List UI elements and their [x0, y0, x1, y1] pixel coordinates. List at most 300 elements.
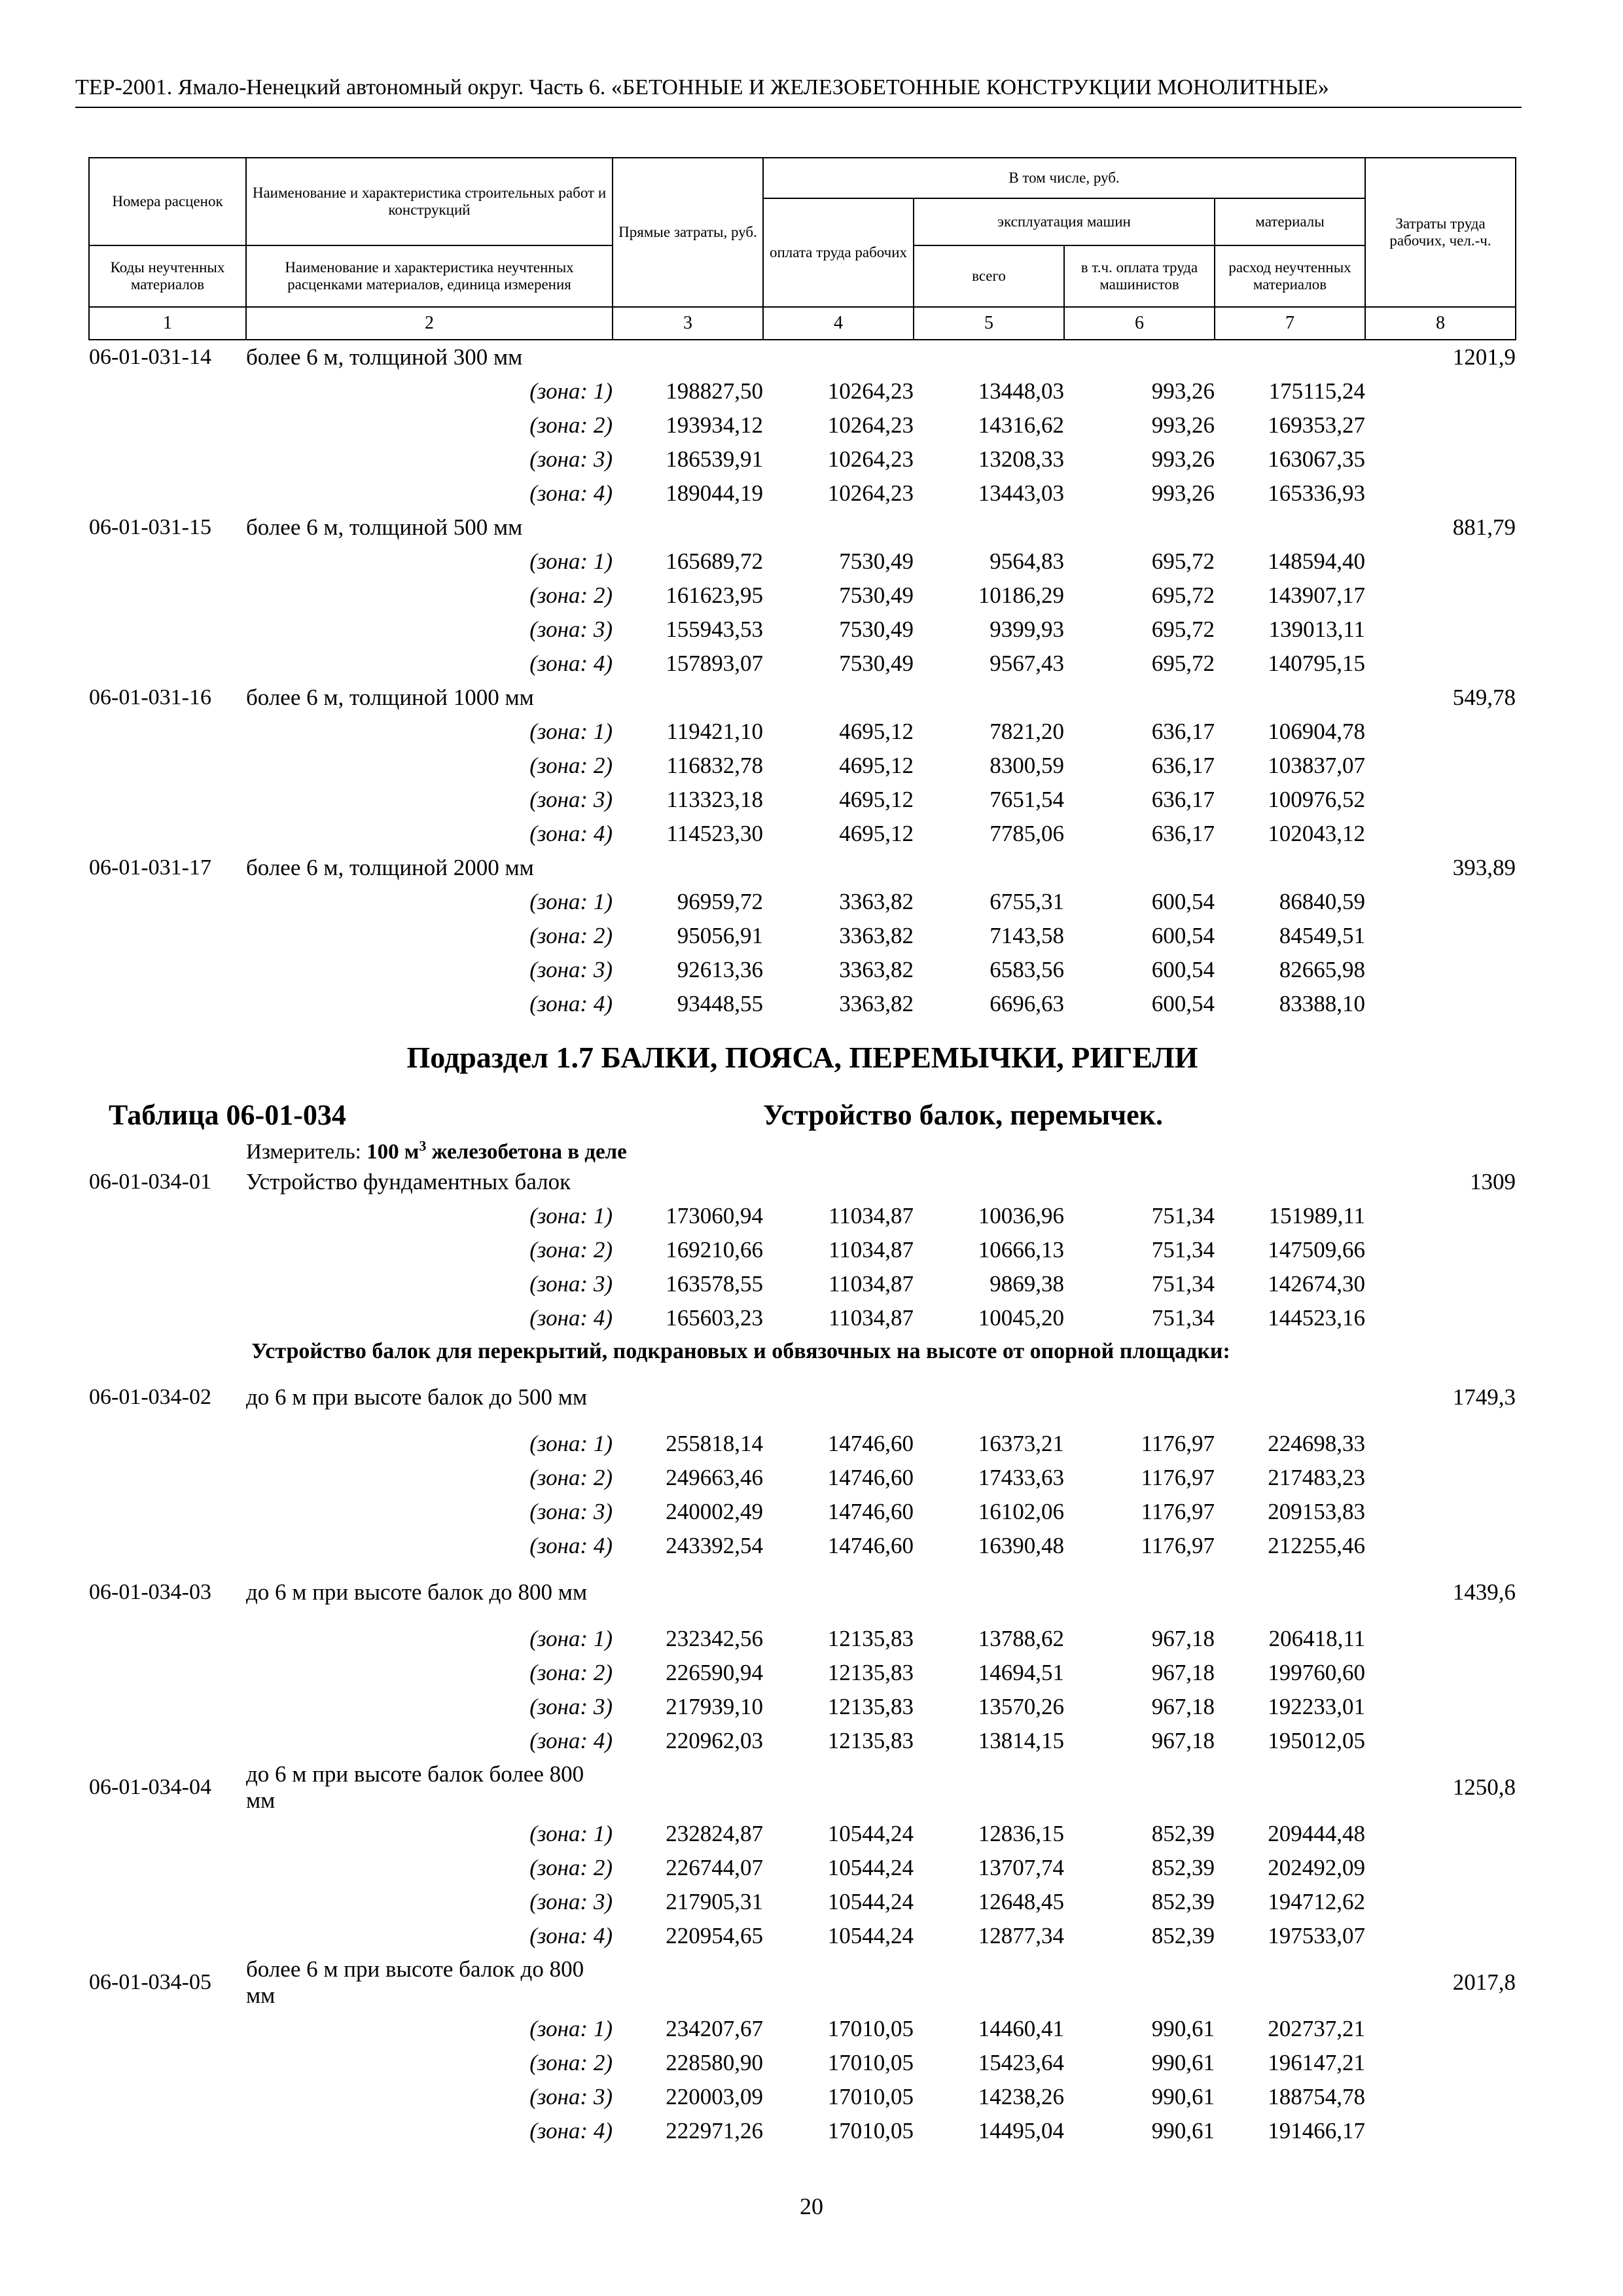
machines-total: 13448,03: [978, 378, 1064, 404]
materials: 191466,17: [1268, 2118, 1366, 2144]
empty-cell: [1365, 2114, 1516, 2148]
subheading-block: [89, 1335, 1516, 1368]
empty-cell: [89, 1529, 246, 1563]
empty-cell: [763, 1368, 914, 1427]
empty-cell: [1365, 1851, 1516, 1885]
rate-name: более 6 м при высоте балок до 800 мм: [246, 1956, 584, 2008]
materials: 100976,52: [1268, 787, 1366, 812]
materials: 147509,66: [1268, 1237, 1366, 1263]
materials: 140795,15: [1268, 651, 1366, 676]
materials: 102043,12: [1268, 821, 1366, 846]
meter-value: 100 м: [366, 1139, 419, 1164]
empty-cell: [613, 340, 763, 374]
empty-cell: [89, 919, 246, 953]
materials: 106904,78: [1268, 719, 1366, 744]
empty-cell: [914, 1758, 1064, 1817]
materials: 195012,05: [1268, 1728, 1366, 1753]
materials: 165336,93: [1268, 480, 1366, 506]
zone-label: (зона: 3): [529, 1889, 613, 1914]
empty-cell: [89, 783, 246, 817]
direct-costs: 220003,09: [666, 2084, 763, 2109]
materials: 209444,48: [1268, 1821, 1366, 1846]
direct-costs: 249663,46: [666, 1465, 763, 1490]
labor-pay: 11034,87: [829, 1271, 914, 1297]
empty-cell: [1064, 1165, 1215, 1199]
empty-cell: [1365, 545, 1516, 579]
zone-label: (зона: 4): [529, 821, 613, 846]
empty-cell: [89, 2114, 246, 2148]
machinist-pay: 993,26: [1151, 378, 1215, 404]
rate-code: 06-01-031-14: [89, 345, 211, 369]
direct-costs: 217905,31: [666, 1889, 763, 1914]
direct-costs: 220954,65: [666, 1923, 763, 1948]
empty-cell: [763, 681, 914, 715]
machinist-pay: 852,39: [1151, 1821, 1215, 1846]
empty-cell: [1365, 1199, 1516, 1233]
direct-costs: 96959,72: [677, 889, 763, 914]
rate-row: [89, 1563, 1516, 1622]
empty-cell: [613, 681, 763, 715]
empty-cell: [89, 647, 246, 681]
empty-cell: [89, 1461, 246, 1495]
labor-pay: 10544,24: [827, 1855, 914, 1880]
machinist-pay: 852,39: [1151, 1889, 1215, 1914]
machines-total: 13788,62: [978, 1626, 1064, 1651]
materials: 142674,30: [1268, 1271, 1366, 1297]
direct-costs: 92613,36: [677, 957, 763, 982]
direct-costs: 161623,95: [666, 583, 763, 608]
materials: 175115,24: [1268, 378, 1366, 404]
zone-label: (зона: 4): [529, 991, 613, 1016]
empty-cell: [1365, 2046, 1516, 2080]
empty-cell: [1365, 647, 1516, 681]
empty-cell: [89, 579, 246, 613]
materials: 206418,11: [1268, 1626, 1366, 1651]
machines-total: 10045,20: [978, 1305, 1064, 1331]
machinist-pay: 967,18: [1151, 1660, 1215, 1685]
zone-label: (зона: 2): [529, 583, 613, 608]
col-machines-total: всего: [914, 245, 1064, 307]
zone-row: [89, 2046, 1516, 2080]
col-num-1: 1: [89, 307, 246, 340]
empty-cell: [1365, 1529, 1516, 1563]
labor-pay: 10264,23: [827, 446, 914, 472]
col-machines: эксплуатация машин: [914, 198, 1215, 245]
labor-pay: 14746,60: [827, 1499, 914, 1524]
zone-row: [89, 749, 1516, 783]
col-name2: Наименование и характеристика неучтенных расценками материалов, единица измерения: [246, 245, 613, 307]
zone-row: [89, 2012, 1516, 2046]
empty-cell: [1365, 374, 1516, 408]
labor-hours: 549,78: [1452, 685, 1516, 710]
labor-pay: 17010,05: [827, 2118, 914, 2144]
empty-cell: [1365, 1461, 1516, 1495]
zone-row: [89, 987, 1516, 1021]
machinist-pay: 636,17: [1151, 719, 1215, 744]
empty-cell: [89, 987, 246, 1021]
materials: 82665,98: [1279, 957, 1366, 982]
empty-cell: [1064, 1563, 1215, 1622]
zone-label: (зона: 2): [529, 1465, 613, 1490]
zone-row: [89, 442, 1516, 476]
rate-name: более 6 м, толщиной 2000 мм: [246, 855, 534, 880]
zone-row: [89, 817, 1516, 851]
materials: 209153,83: [1268, 1499, 1366, 1524]
labor-hours: 393,89: [1452, 855, 1516, 880]
direct-costs: 220962,03: [666, 1728, 763, 1753]
empty-cell: [763, 1563, 914, 1622]
empty-cell: [89, 817, 246, 851]
empty-cell: [1064, 1953, 1215, 2012]
zone-row: [89, 2114, 1516, 2148]
empty-cell: [763, 1165, 914, 1199]
empty-cell: [89, 1199, 246, 1233]
empty-cell: [1064, 681, 1215, 715]
machines-total: 7821,20: [990, 719, 1064, 744]
direct-costs: 113323,18: [666, 787, 763, 812]
direct-costs: 189044,19: [666, 480, 763, 506]
direct-costs: 155943,53: [666, 617, 763, 642]
machinist-pay: 695,72: [1151, 583, 1215, 608]
materials: 202492,09: [1268, 1855, 1366, 1880]
labor-pay: 4695,12: [839, 821, 914, 846]
empty-cell: [1365, 2080, 1516, 2114]
zone-label: (зона: 1): [529, 1626, 613, 1651]
materials: 192233,01: [1268, 1694, 1366, 1719]
running-header: ТЕР-2001. Ямало-Ненецкий автономный округ. Часть 6. «БЕТОННЫЕ И ЖЕЛЕЗОБЕТОННЫЕ КОНСТРУКЦИИ МОНОЛИТНЫЕ»: [75, 69, 1522, 108]
rate-name: Устройство фундаментных балок: [246, 1169, 571, 1194]
empty-cell: [613, 1165, 763, 1199]
machinist-pay: 751,34: [1151, 1203, 1215, 1229]
machines-total: 6696,63: [990, 991, 1064, 1016]
zone-row: [89, 476, 1516, 511]
labor-pay: 3363,82: [839, 957, 914, 982]
col-num-6: 6: [1064, 307, 1215, 340]
labor-pay: 3363,82: [839, 991, 914, 1016]
machinist-pay: 967,18: [1151, 1728, 1215, 1753]
direct-costs: 243392,54: [666, 1533, 763, 1558]
empty-cell: [1215, 340, 1365, 374]
empty-cell: [89, 442, 246, 476]
empty-cell: [914, 1953, 1064, 2012]
empty-cell: [1365, 783, 1516, 817]
meter-prefix: Измеритель:: [246, 1139, 367, 1164]
materials: 199760,60: [1268, 1660, 1366, 1685]
materials: 217483,23: [1268, 1465, 1366, 1490]
empty-cell: [89, 476, 246, 511]
materials: 196147,21: [1268, 2050, 1366, 2075]
machines-total: 17433,63: [978, 1465, 1064, 1490]
col-labor-pay: оплата труда рабочих: [763, 198, 914, 307]
zone-row: [89, 1233, 1516, 1267]
rate-name: до 6 м при высоте балок более 800 мм: [246, 1761, 584, 1813]
labor-pay: 14746,60: [827, 1465, 914, 1490]
section-block: [89, 1021, 1516, 1165]
zone-label: (зона: 4): [529, 1305, 613, 1331]
materials: 224698,33: [1268, 1431, 1366, 1456]
zone-row: [89, 545, 1516, 579]
zone-row: [89, 1724, 1516, 1758]
machinist-pay: 600,54: [1151, 957, 1215, 982]
labor-hours: 1439,6: [1452, 1579, 1516, 1605]
zone-label: (зона: 2): [529, 753, 613, 778]
col-num-7: 7: [1215, 307, 1365, 340]
empty-cell: [613, 1368, 763, 1427]
machinist-pay: 695,72: [1151, 651, 1215, 676]
zone-row: [89, 715, 1516, 749]
empty-cell: [1365, 987, 1516, 1021]
zone-row: [89, 1656, 1516, 1690]
empty-cell: [89, 2012, 246, 2046]
rate-row: [89, 340, 1516, 374]
direct-costs: 116832,78: [666, 753, 763, 778]
zone-row: [89, 1885, 1516, 1919]
zone-label: (зона: 1): [529, 889, 613, 914]
machinist-pay: 695,72: [1151, 617, 1215, 642]
machines-total: 9564,83: [990, 548, 1064, 574]
empty-cell: [1365, 1427, 1516, 1461]
table-header-row-1: [89, 158, 1516, 198]
rate-name: до 6 м при высоте балок до 800 мм: [246, 1579, 588, 1605]
empty-cell: [89, 1622, 246, 1656]
empty-cell: [1365, 1267, 1516, 1301]
labor-pay: 4695,12: [839, 719, 914, 744]
col-rate-no: Номера расценок: [89, 158, 246, 245]
empty-cell: [914, 511, 1064, 545]
machinist-pay: 990,61: [1151, 2118, 1215, 2144]
zone-row: [89, 1267, 1516, 1301]
zone-row: [89, 1427, 1516, 1461]
empty-cell: [1064, 1368, 1215, 1427]
empty-cell: [1064, 851, 1215, 885]
empty-cell: [914, 851, 1064, 885]
empty-cell: [763, 1758, 914, 1817]
rate-name: более 6 м, толщиной 500 мм: [246, 514, 523, 540]
zone-row: [89, 1301, 1516, 1335]
empty-cell: [763, 1953, 914, 2012]
machines-total: 14316,62: [978, 412, 1064, 438]
machines-total: 14694,51: [978, 1660, 1064, 1685]
column-numbers-row: [89, 307, 1516, 340]
zone-row: [89, 1817, 1516, 1851]
col-codes: Коды неучтенных материалов: [89, 245, 246, 307]
empty-cell: [89, 545, 246, 579]
machinist-pay: 636,17: [1151, 753, 1215, 778]
machinist-pay: 1176,97: [1141, 1465, 1215, 1490]
direct-costs: 217939,10: [666, 1694, 763, 1719]
rate-code: 06-01-034-04: [89, 1775, 211, 1799]
machines-total: 9869,38: [990, 1271, 1064, 1297]
empty-cell: [613, 511, 763, 545]
machines-total: 10036,96: [978, 1203, 1064, 1229]
empty-cell: [1365, 885, 1516, 919]
table-label: Таблица 06-01-034: [109, 1098, 346, 1131]
rate-name: более 6 м, толщиной 1000 мм: [246, 685, 534, 710]
empty-cell: [1064, 340, 1215, 374]
zone-label: (зона: 1): [529, 1431, 613, 1456]
empty-cell: [1365, 715, 1516, 749]
direct-costs: 193934,12: [666, 412, 763, 438]
zone-label: (зона: 2): [529, 412, 613, 438]
labor-pay: 14746,60: [827, 1431, 914, 1456]
machinist-pay: 993,26: [1151, 446, 1215, 472]
empty-cell: [1365, 1495, 1516, 1529]
machinist-pay: 967,18: [1151, 1694, 1215, 1719]
labor-pay: 10544,24: [827, 1821, 914, 1846]
direct-costs: 234207,67: [666, 2016, 763, 2041]
empty-cell: [613, 1758, 763, 1817]
zone-label: (зона: 4): [529, 1923, 613, 1948]
empty-cell: [914, 1563, 1064, 1622]
empty-cell: [914, 340, 1064, 374]
materials: 103837,07: [1268, 753, 1366, 778]
rate-code: 06-01-034-01: [89, 1170, 211, 1194]
machines-total: 16373,21: [978, 1431, 1064, 1456]
empty-cell: [89, 1301, 246, 1335]
empty-cell: [1365, 1724, 1516, 1758]
materials: 197533,07: [1268, 1923, 1366, 1948]
empty-cell: [1365, 1690, 1516, 1724]
col-machinist-pay: в т.ч. оплата труда машинистов: [1064, 245, 1215, 307]
rate-code: 06-01-031-17: [89, 855, 211, 880]
direct-costs: 169210,66: [666, 1237, 763, 1263]
zone-label: (зона: 2): [529, 1855, 613, 1880]
labor-hours: 1309: [1470, 1169, 1516, 1194]
labor-hours: 1201,9: [1452, 344, 1516, 370]
zone-label: (зона: 4): [529, 1533, 613, 1558]
empty-cell: [763, 511, 914, 545]
rate-row: [89, 1758, 1516, 1817]
empty-cell: [89, 1690, 246, 1724]
materials: 148594,40: [1268, 548, 1366, 574]
rate-row: [89, 1368, 1516, 1427]
machinist-pay: 636,17: [1151, 821, 1215, 846]
col-num-2: 2: [246, 307, 613, 340]
materials: 202737,21: [1268, 2016, 1366, 2041]
labor-pay: 3363,82: [839, 923, 914, 948]
machinist-pay: 852,39: [1151, 1855, 1215, 1880]
empty-cell: [1365, 579, 1516, 613]
machinist-pay: 993,26: [1151, 412, 1215, 438]
machines-total: 15423,64: [978, 2050, 1064, 2075]
empty-cell: [89, 1817, 246, 1851]
zone-label: (зона: 3): [529, 2084, 613, 2109]
empty-cell: [1365, 1622, 1516, 1656]
materials: 163067,35: [1268, 446, 1366, 472]
machines-total: 13814,15: [978, 1728, 1064, 1753]
empty-cell: [89, 953, 246, 987]
machinist-pay: 990,61: [1151, 2050, 1215, 2075]
empty-cell: [763, 340, 914, 374]
empty-cell: [1365, 2012, 1516, 2046]
block-table-034-a: [89, 1165, 1516, 1335]
direct-costs: 157893,07: [666, 651, 763, 676]
subheading-row: [89, 1335, 1516, 1368]
rate-code: 06-01-031-16: [89, 685, 211, 709]
rate-row: [89, 851, 1516, 885]
empty-cell: [1365, 817, 1516, 851]
labor-pay: 17010,05: [827, 2050, 914, 2075]
labor-pay: 12135,83: [827, 1694, 914, 1719]
direct-costs: 93448,55: [677, 991, 763, 1016]
labor-pay: 10544,24: [827, 1889, 914, 1914]
labor-pay: 17010,05: [827, 2084, 914, 2109]
direct-costs: 165689,72: [666, 548, 763, 574]
empty-cell: [89, 374, 246, 408]
empty-cell: [763, 851, 914, 885]
zone-row: [89, 2080, 1516, 2114]
empty-cell: [1064, 1758, 1215, 1817]
machines-total: 13443,03: [978, 480, 1064, 506]
machines-total: 10186,29: [978, 583, 1064, 608]
labor-pay: 11034,87: [829, 1237, 914, 1263]
meter-sup: 3: [419, 1137, 427, 1154]
empty-cell: [914, 681, 1064, 715]
machinist-pay: 1176,97: [1141, 1499, 1215, 1524]
machines-total: 13208,33: [978, 446, 1064, 472]
machines-total: 9567,43: [990, 651, 1064, 676]
empty-cell: [1365, 1656, 1516, 1690]
labor-hours: 1749,3: [1452, 1384, 1516, 1410]
materials: 139013,11: [1268, 617, 1366, 642]
page-number: 20: [800, 2193, 823, 2219]
empty-cell: [1215, 511, 1365, 545]
materials: 83388,10: [1279, 991, 1366, 1016]
empty-cell: [89, 1267, 246, 1301]
direct-costs: 95056,91: [677, 923, 763, 948]
empty-cell: [1215, 1953, 1365, 2012]
machines-total: 8300,59: [990, 753, 1064, 778]
zone-row: [89, 613, 1516, 647]
rate-row: [89, 511, 1516, 545]
empty-cell: [89, 408, 246, 442]
machines-total: 10666,13: [978, 1237, 1064, 1263]
zone-label: (зона: 1): [529, 378, 613, 404]
direct-costs: 226744,07: [666, 1855, 763, 1880]
rate-name: более 6 м, толщиной 300 мм: [246, 344, 523, 370]
labor-hours: 2017,8: [1452, 1969, 1516, 1995]
direct-costs: 119421,10: [666, 719, 763, 744]
empty-cell: [89, 749, 246, 783]
empty-cell: [1365, 1301, 1516, 1335]
zone-label: (зона: 4): [529, 1728, 613, 1753]
zone-label: (зона: 3): [529, 787, 613, 812]
empty-cell: [914, 1368, 1064, 1427]
rate-code: 06-01-034-03: [89, 1580, 211, 1604]
machinist-pay: 751,34: [1151, 1237, 1215, 1263]
zone-row: [89, 374, 1516, 408]
direct-costs: 222971,26: [666, 2118, 763, 2144]
machines-total: 16390,48: [978, 1533, 1064, 1558]
machinist-pay: 852,39: [1151, 1923, 1215, 1948]
materials: 84549,51: [1279, 923, 1366, 948]
zone-row: [89, 1199, 1516, 1233]
machinist-pay: 990,61: [1151, 2016, 1215, 2041]
zone-label: (зона: 2): [529, 923, 613, 948]
col-num-8: 8: [1365, 307, 1516, 340]
machinist-pay: 993,26: [1151, 480, 1215, 506]
empty-cell: [1365, 1885, 1516, 1919]
zone-label: (зона: 1): [529, 1821, 613, 1846]
rate-row: [89, 1953, 1516, 2012]
labor-pay: 12135,83: [827, 1728, 914, 1753]
zone-label: (зона: 3): [529, 1271, 613, 1297]
empty-cell: [89, 2046, 246, 2080]
direct-costs: 186539,91: [666, 446, 763, 472]
zone-label: (зона: 2): [529, 1660, 613, 1685]
labor-pay: 3363,82: [839, 889, 914, 914]
direct-costs: 255818,14: [666, 1431, 763, 1456]
